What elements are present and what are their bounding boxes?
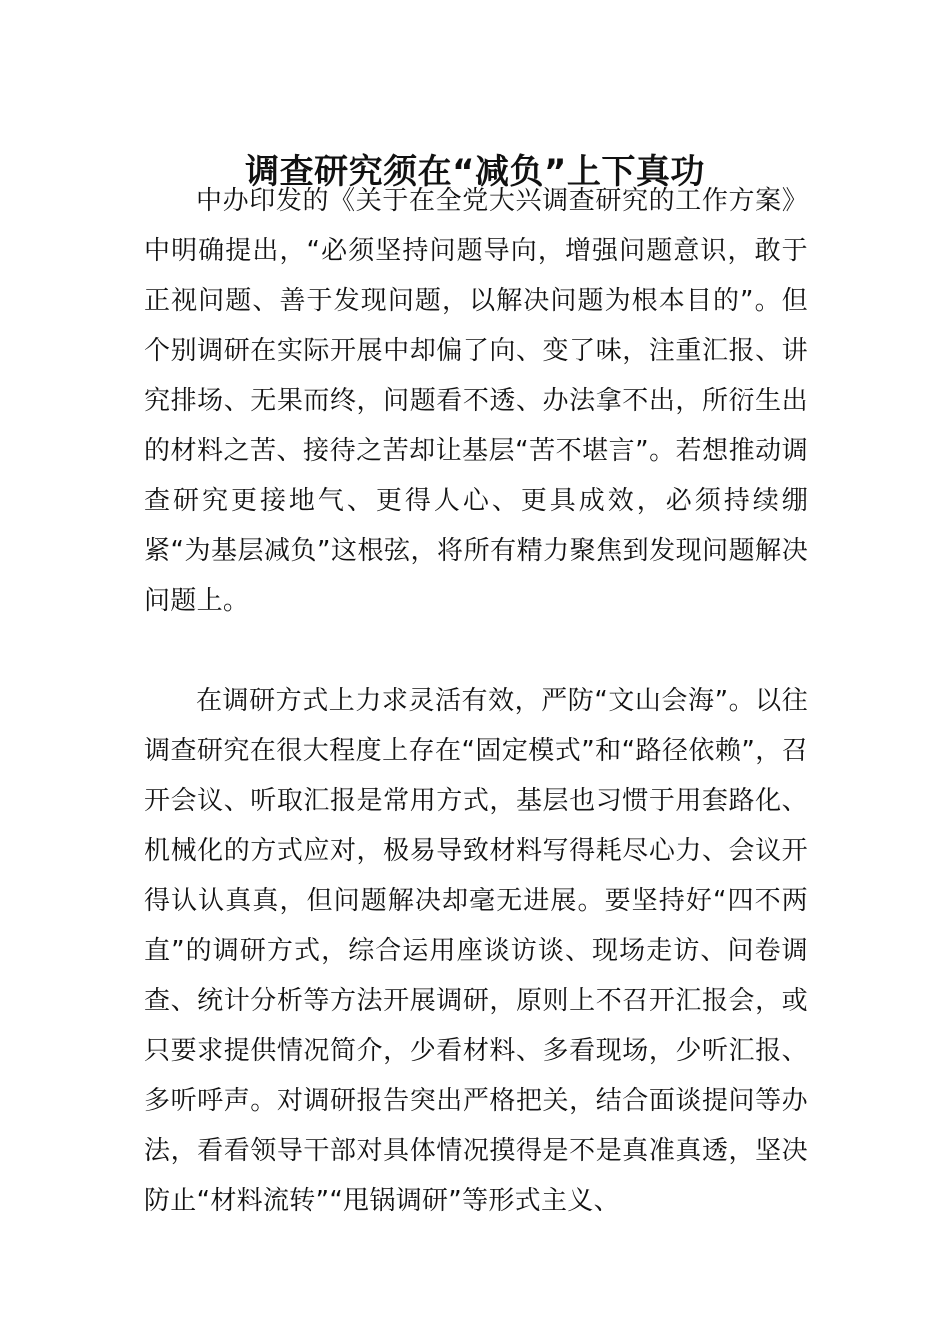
document-title: 调查研究须在“减负”上下真功 bbox=[245, 151, 705, 192]
paragraph-1: 中办印发的《关于在全党大兴调查研究的工作方案》中明确提出，“必须坚持问题导向，增强问题意识，敢于正视问题、善于发现问题，以解决问题为根本目的”。但个别调研在实际开展中却偏了向、变了味，注重汇报、讲究排场、无果而终，问题看不透、办法拿不出，所衍生出的材料之苦、接待之苦却让基层“苦不堪言”。若想推动调查研究更接地气、更得人心、更具成效，必须持续绷紧“为基层减负”这根弦，将所有精力聚焦到发现问题解决问题上。 bbox=[144, 186, 808, 616]
paragraph-2: 在调研方式上力求灵活有效，严防“文山会海”。以往调查研究在很大程度上存在“固定模式”和“路径依赖”，召开会议、听取汇报是常用方式，基层也习惯于用套路化、机械化的方式应对，极易导致材料写得耗尽心力、会议开得认认真真，但问题解决却毫无进展。要坚持好“四不两直”的调研方式，综合运用座谈访谈、现场走访、问卷调查、统计分析等方法开展调研，原则上不召开汇报会，或只要求提供情况简介，少看材料、多看现场，少听汇报、多听呼声。对调研报告突出严格把关，结合面谈提问等办法，看看领导干部对具体情况摸得是不是真准真透，坚决防止“材料流转”“甩锅调研”等形式主义、 bbox=[144, 686, 808, 1216]
